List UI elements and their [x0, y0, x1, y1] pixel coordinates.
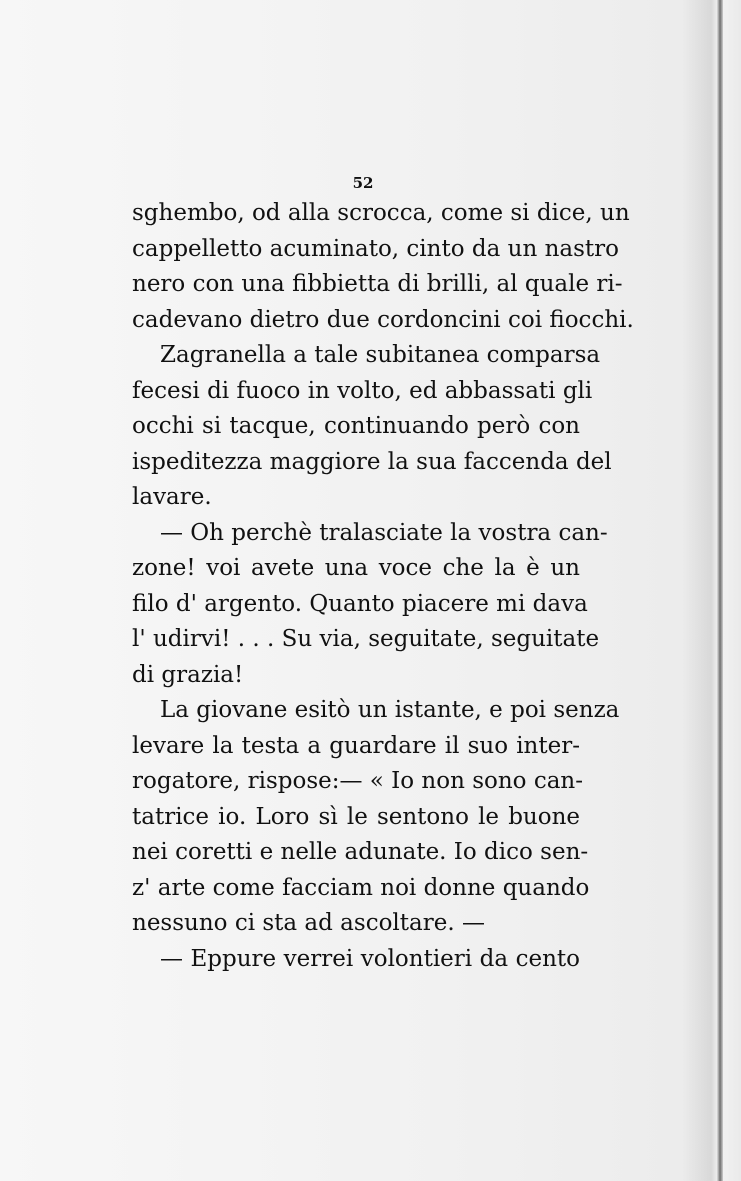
- text-line: Zagranella a tale subitanea comparsa: [160, 342, 601, 368]
- text-line: di grazia!: [132, 661, 244, 688]
- text-line: La giovane esitò un istante, e poi senza: [160, 697, 620, 723]
- page-number: 52: [352, 174, 374, 192]
- text-line: levare la testa a guardare il suo inter-: [132, 732, 580, 759]
- body-text: [132, 196, 634, 977]
- page-edge-shadow: [717, 0, 723, 1181]
- text-line: nei coretti e nelle adunate. Io dico sen-: [132, 839, 589, 865]
- text-line: occhi si tacque, continuando però con: [132, 413, 580, 439]
- text-line: sghembo, od alla scrocca, come si dice, un: [132, 200, 630, 226]
- text-line: zone! voi avete una voce che la è un: [132, 555, 580, 581]
- text-line: tatrice io. Loro sì le sentono le buone: [132, 803, 580, 830]
- text-line: nero con una fibbietta di brilli, al quale ri-: [132, 271, 623, 297]
- text-line: cappelletto acuminato, cinto da un nastro: [132, 235, 619, 262]
- text-line: cadevano dietro due cordoncini coi fiocchi.: [132, 306, 634, 333]
- text-line: nessuno ci sta ad ascoltare. —: [132, 910, 485, 936]
- text-line: filo d' argento. Quanto piacere mi dava: [132, 590, 588, 617]
- text-line: ispeditezza maggiore la sua faccenda del: [132, 448, 612, 475]
- text-line: l' udirvi! . . . Su via, seguitate, seguitate: [132, 626, 600, 652]
- text-line: lavare.: [132, 484, 212, 510]
- text-line: z' arte come facciam noi donne quando: [132, 874, 590, 901]
- text-line: fecesi di fuoco in volto, ed abbassati gli: [132, 377, 593, 404]
- text-line: rogatore, rispose:— « Io non sono can-: [132, 768, 584, 794]
- text-line: — Eppure verrei volontieri da cento: [160, 945, 580, 972]
- text-line: — Oh perchè tralasciate la vostra can-: [160, 519, 608, 546]
